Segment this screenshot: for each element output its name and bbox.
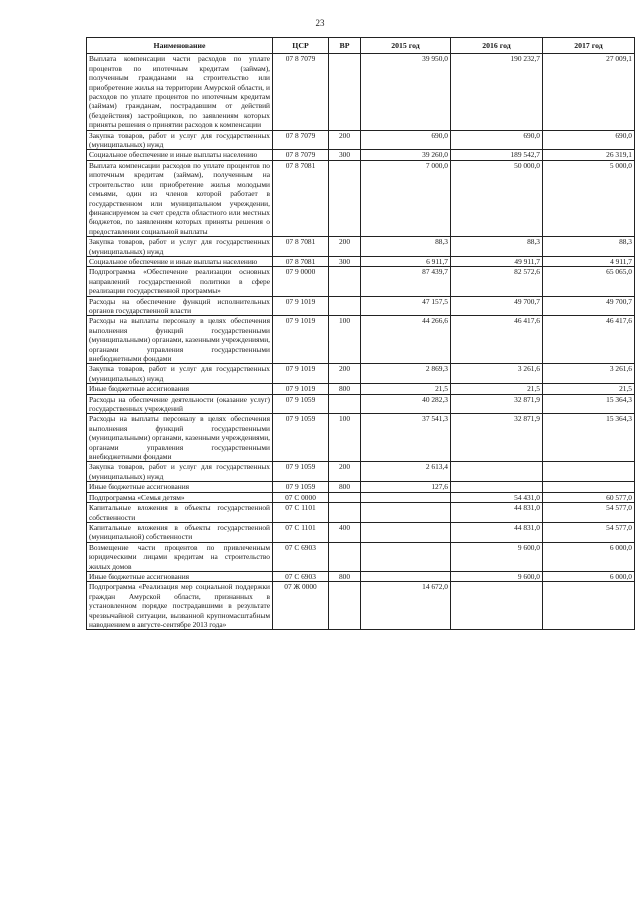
row-name: Подпрограмма «Реализация мер социальной поддержки граждан Амурской области, признанных в установленном порядке пострадавшими в результате чрезвычайной ситуации, вызванной крупномасштабным наводнением в августе-сентябре 2013 года» (87, 582, 273, 630)
row-2015: 6 911,7 (361, 256, 451, 266)
row-csr: 07 8 7081 (273, 237, 329, 257)
row-vr: 300 (329, 150, 361, 160)
table-row (87, 267, 635, 296)
table-row (87, 492, 635, 502)
row-vr: 200 (329, 462, 361, 482)
table-row (87, 571, 635, 581)
row-2015: 40 282,3 (361, 394, 451, 414)
row-2015: 690,0 (361, 130, 451, 150)
table-row (87, 482, 635, 492)
table-row (87, 462, 635, 482)
row-name: Иные бюджетные ассигнования (87, 384, 273, 394)
header-2015: 2015 год (361, 38, 451, 54)
row-2016: 189 542,7 (451, 150, 543, 160)
row-2017: 4 911,7 (543, 256, 635, 266)
row-2016 (451, 482, 543, 492)
row-2017: 65 065,0 (543, 267, 635, 296)
header-2016: 2016 год (451, 38, 543, 54)
row-vr (329, 54, 361, 130)
row-2015: 47 157,5 (361, 296, 451, 316)
row-2016: 50 000,0 (451, 160, 543, 236)
row-csr: 07 8 7079 (273, 150, 329, 160)
row-2016: 32 871,9 (451, 414, 543, 462)
table-row (87, 582, 635, 630)
row-2015: 21,5 (361, 384, 451, 394)
row-name: Закупка товаров, работ и услуг для государственных (муниципальных) нужд (87, 130, 273, 150)
row-csr: 07 8 7079 (273, 54, 329, 130)
row-2016: 32 871,9 (451, 394, 543, 414)
table-row (87, 237, 635, 257)
row-2015: 2 869,3 (361, 364, 451, 384)
table-row (87, 503, 635, 523)
row-vr: 800 (329, 571, 361, 581)
row-2017 (543, 482, 635, 492)
row-2017: 54 577,0 (543, 522, 635, 542)
row-csr: 07 8 7081 (273, 256, 329, 266)
row-vr (329, 503, 361, 523)
row-2017: 15 364,3 (543, 414, 635, 462)
row-csr: 07 9 1019 (273, 296, 329, 316)
row-2015: 127,6 (361, 482, 451, 492)
row-name: Выплата компенсации части расходов по уплате процентов по ипотечным кредитам (займам), полученным гражданами на строительство или приобретение жилья на территории Амурской области, и расходов по уплате процентов по ипотечным кредитам (займам) гражданам, пострадавшим от действий (бездействия) застройщиков, по заявлениям которых приняты решения о принятии расходов к компенсации (87, 54, 273, 130)
row-name: Социальное обеспечение и иные выплаты населению (87, 150, 273, 160)
row-2015: 88,3 (361, 237, 451, 257)
row-name: Иные бюджетные ассигнования (87, 571, 273, 581)
row-name: Подпрограмма «Обеспечение реализации основных направлений государственной политики в сфере реализации государственной программы» (87, 267, 273, 296)
row-2017: 46 417,6 (543, 316, 635, 364)
budget-table (86, 37, 635, 630)
row-csr: 07 Ж 0000 (273, 582, 329, 630)
row-2017 (543, 582, 635, 630)
row-2015 (361, 492, 451, 502)
row-2015 (361, 522, 451, 542)
table-row (87, 414, 635, 462)
row-vr (329, 492, 361, 502)
row-vr: 200 (329, 237, 361, 257)
row-csr: 07 9 1059 (273, 462, 329, 482)
row-name: Закупка товаров, работ и услуг для государственных (муниципальных) нужд (87, 364, 273, 384)
row-vr: 100 (329, 414, 361, 462)
row-vr (329, 542, 361, 571)
table-row (87, 384, 635, 394)
row-2017: 6 000,0 (543, 571, 635, 581)
row-2015: 87 439,7 (361, 267, 451, 296)
page-number: 23 (315, 18, 325, 28)
row-csr: 07 9 1019 (273, 384, 329, 394)
row-2017: 60 577,0 (543, 492, 635, 502)
row-name: Выплата компенсации расходов по уплате процентов по ипотечным кредитам (займам), полученным на строительство или приобретение жилья молодыми семьями, один из членов которой работает в государственном или муниципальном учреждении, финансируемом за счет средств областного или местных бюджетов, по заявлениям которых приняты решения о предоставлении социальной выплаты (87, 160, 273, 236)
header-csr: ЦСР (273, 38, 329, 54)
table-row (87, 54, 635, 130)
header-vr: ВР (329, 38, 361, 54)
row-csr: 07 С 1101 (273, 522, 329, 542)
row-name: Расходы на обеспечение деятельности (оказание услуг) государственных учреждений (87, 394, 273, 414)
table-row (87, 522, 635, 542)
row-2016: 88,3 (451, 237, 543, 257)
row-csr: 07 8 7081 (273, 160, 329, 236)
row-2016: 690,0 (451, 130, 543, 150)
table-row (87, 130, 635, 150)
row-2015 (361, 542, 451, 571)
row-2016: 54 431,0 (451, 492, 543, 502)
row-csr: 07 9 1019 (273, 364, 329, 384)
row-vr: 200 (329, 130, 361, 150)
row-csr: 07 С 0000 (273, 492, 329, 502)
row-2017: 21,5 (543, 384, 635, 394)
row-2017: 49 700,7 (543, 296, 635, 316)
row-2016: 82 572,6 (451, 267, 543, 296)
row-name: Социальное обеспечение и иные выплаты населению (87, 256, 273, 266)
header-2017: 2017 год (543, 38, 635, 54)
row-name: Подпрограмма «Семья детям» (87, 492, 273, 502)
row-2015: 39 950,0 (361, 54, 451, 130)
row-2015: 7 000,0 (361, 160, 451, 236)
table-header-row (87, 38, 635, 54)
row-vr (329, 582, 361, 630)
row-vr (329, 267, 361, 296)
row-vr: 800 (329, 384, 361, 394)
row-name: Капитальные вложения в объекты государственной собственности (87, 503, 273, 523)
row-2017: 5 000,0 (543, 160, 635, 236)
row-2017: 88,3 (543, 237, 635, 257)
row-name: Закупка товаров, работ и услуг для государственных (муниципальных) нужд (87, 462, 273, 482)
row-name: Капитальные вложения в объекты государственной (муниципальной) собственности (87, 522, 273, 542)
row-2015 (361, 503, 451, 523)
table-row (87, 160, 635, 236)
row-csr: 07 9 1019 (273, 316, 329, 364)
table-row (87, 364, 635, 384)
row-2016: 9 600,0 (451, 571, 543, 581)
row-2017: 6 000,0 (543, 542, 635, 571)
row-2016: 190 232,7 (451, 54, 543, 130)
row-vr: 100 (329, 316, 361, 364)
row-2017 (543, 462, 635, 482)
table-row (87, 542, 635, 571)
row-2017: 15 364,3 (543, 394, 635, 414)
row-vr: 800 (329, 482, 361, 492)
row-2016: 49 700,7 (451, 296, 543, 316)
row-vr: 300 (329, 256, 361, 266)
row-2017: 54 577,0 (543, 503, 635, 523)
row-vr: 400 (329, 522, 361, 542)
table-row (87, 150, 635, 160)
row-2016: 9 600,0 (451, 542, 543, 571)
row-vr (329, 160, 361, 236)
row-2016: 49 911,7 (451, 256, 543, 266)
row-2016: 3 261,6 (451, 364, 543, 384)
row-csr: 07 С 1101 (273, 503, 329, 523)
header-name: Наименование (87, 38, 273, 54)
row-2016: 21,5 (451, 384, 543, 394)
table-row (87, 316, 635, 364)
row-vr: 200 (329, 364, 361, 384)
row-2015 (361, 571, 451, 581)
table-row (87, 256, 635, 266)
row-2015: 37 541,3 (361, 414, 451, 462)
table-row (87, 296, 635, 316)
row-name: Закупка товаров, работ и услуг для государственных (муниципальных) нужд (87, 237, 273, 257)
row-2016: 46 417,6 (451, 316, 543, 364)
row-name: Иные бюджетные ассигнования (87, 482, 273, 492)
row-2015: 44 266,6 (361, 316, 451, 364)
row-2017: 3 261,6 (543, 364, 635, 384)
row-name: Расходы на выплаты персоналу в целях обеспечения выполнения функций государственными (муниципальными) органами, казенными учреждениями, органами управления государственными внебюджетными фондами (87, 316, 273, 364)
row-2015: 39 260,0 (361, 150, 451, 160)
row-csr: 07 9 1059 (273, 394, 329, 414)
row-name: Расходы на обеспечение функций исполнительных органов государственной власти (87, 296, 273, 316)
row-csr: 07 С 6903 (273, 571, 329, 581)
row-csr: 07 9 1059 (273, 414, 329, 462)
row-2016: 44 831,0 (451, 503, 543, 523)
row-2017: 27 009,1 (543, 54, 635, 130)
row-csr: 07 8 7079 (273, 130, 329, 150)
row-2015: 2 613,4 (361, 462, 451, 482)
row-vr (329, 394, 361, 414)
row-2016 (451, 582, 543, 630)
row-2017: 26 319,1 (543, 150, 635, 160)
row-csr: 07 9 0000 (273, 267, 329, 296)
row-2016: 44 831,0 (451, 522, 543, 542)
row-name: Расходы на выплаты персоналу в целях обеспечения выполнения функций государственными (муниципальными) органами, казенными учреждениями, органами управления государственными внебюджетными фондами (87, 414, 273, 462)
row-csr: 07 9 1059 (273, 482, 329, 492)
row-csr: 07 С 6903 (273, 542, 329, 571)
row-name: Возмещение части процентов по привлеченным юридическими лицами кредитам на строительство жилых домов (87, 542, 273, 571)
row-vr (329, 296, 361, 316)
row-2017: 690,0 (543, 130, 635, 150)
row-2015: 14 672,0 (361, 582, 451, 630)
row-2016 (451, 462, 543, 482)
table-body (87, 54, 635, 630)
table-row (87, 394, 635, 414)
